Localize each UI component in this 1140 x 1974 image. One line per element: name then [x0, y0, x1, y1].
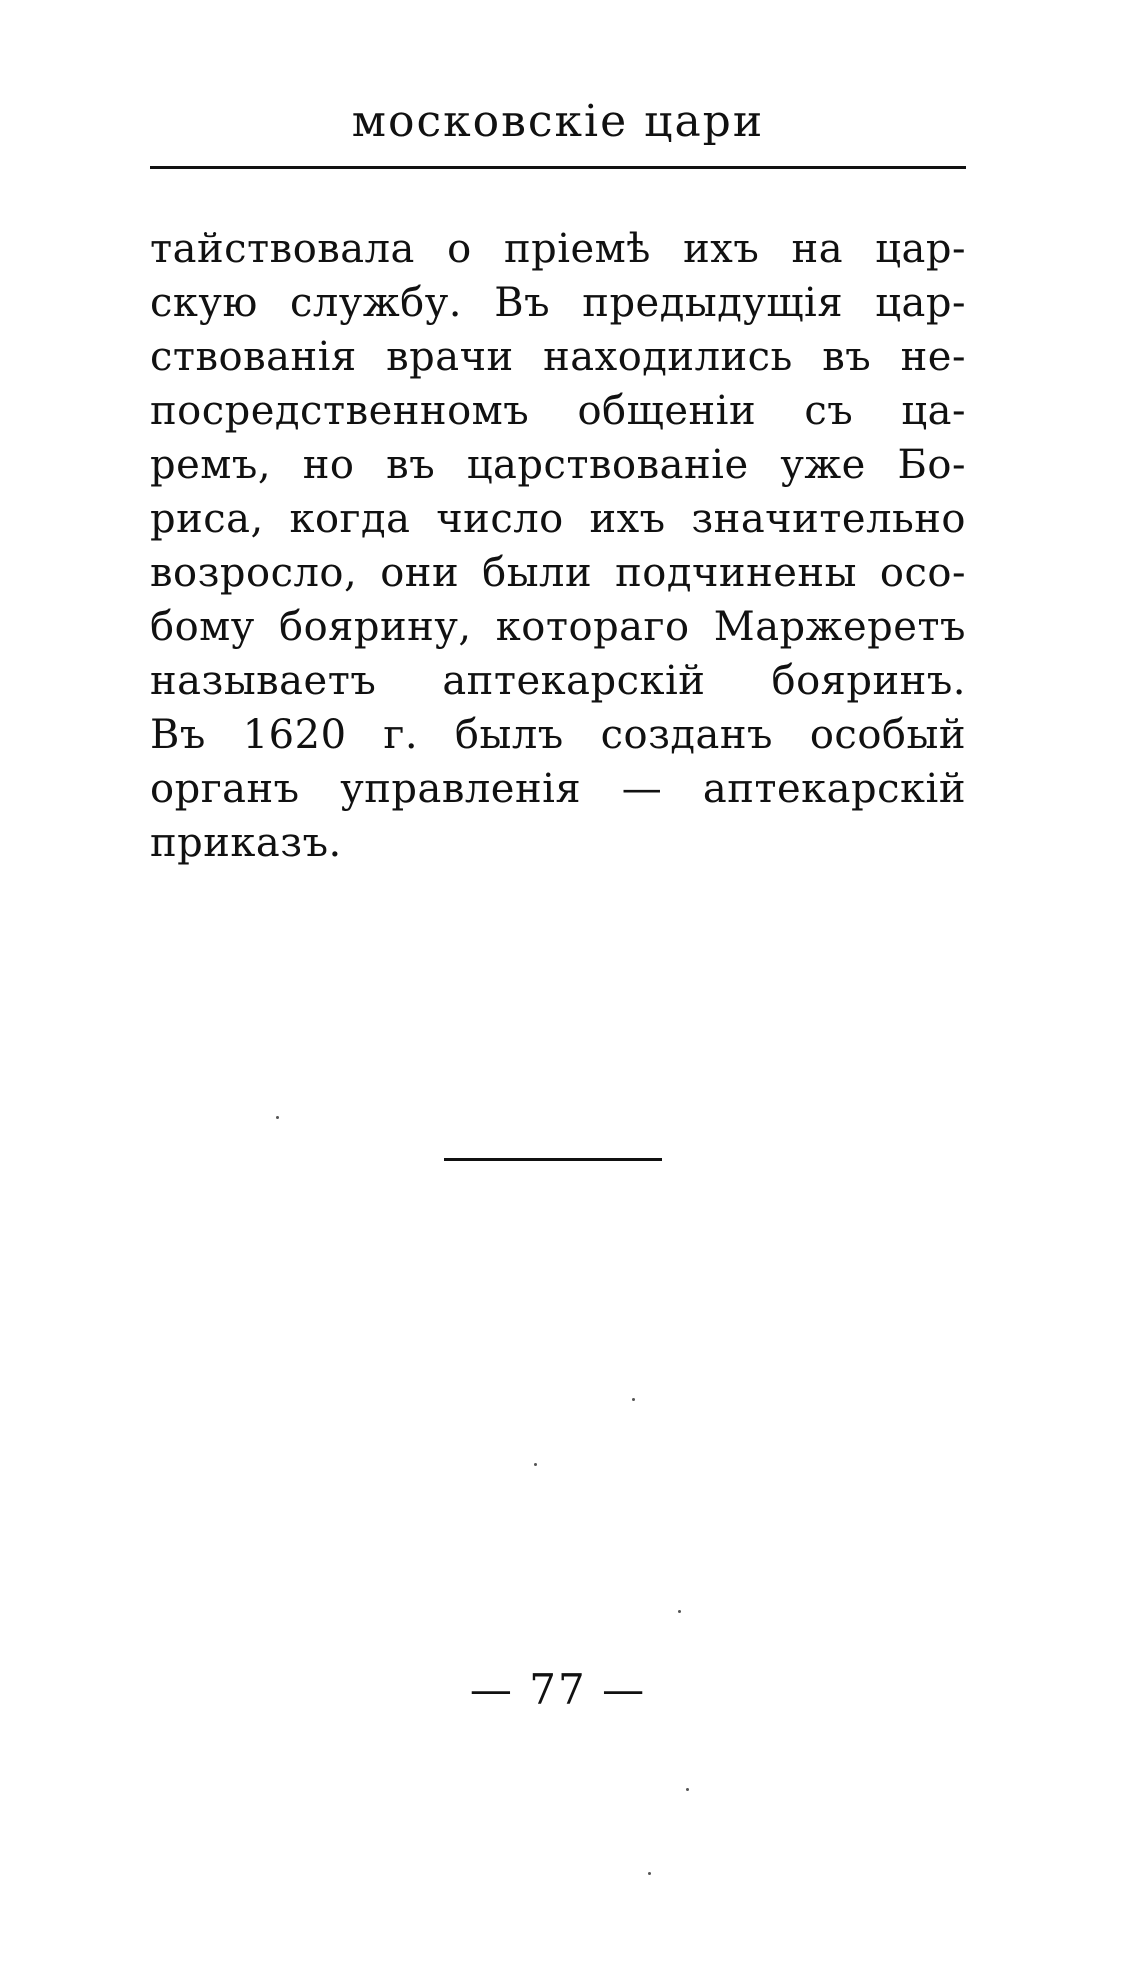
text-line: бому боярину, котораго Маржеретъ: [150, 604, 966, 650]
text-line: органъ управленія — аптекарскій: [150, 766, 966, 812]
text-line: посредственномъ общеніи съ ца-: [150, 388, 966, 434]
page-number: — 77 —: [469, 1665, 647, 1714]
running-head: московскіе цари: [351, 96, 765, 147]
text-line: скую службу. Въ предыдущія цар-: [150, 280, 966, 326]
body-text: [150, 222, 966, 870]
text-line: приказъ.: [150, 820, 342, 866]
scan-speck: [534, 1463, 537, 1466]
scan-speck: [686, 1788, 689, 1791]
text-line: ремъ, но въ царствованіе уже Бо-: [150, 442, 966, 488]
text-line: возросло, они были подчинены осо-: [150, 550, 966, 596]
text-line: ствованія врачи находились въ не-: [150, 334, 966, 380]
header-rule: [150, 166, 966, 169]
text-line: Въ 1620 г. былъ созданъ особый: [150, 712, 966, 758]
text-line: называетъ аптекарскій бояринъ.: [150, 658, 966, 704]
scan-speck: [648, 1872, 651, 1875]
scan-speck: [276, 1116, 279, 1119]
section-end-rule: [444, 1158, 662, 1161]
text-line: тайствовала о пріемѣ ихъ на цар-: [150, 226, 966, 272]
scan-speck: [678, 1610, 681, 1613]
text-line: риса, когда число ихъ значительно: [150, 496, 966, 542]
scan-speck: [632, 1398, 635, 1401]
